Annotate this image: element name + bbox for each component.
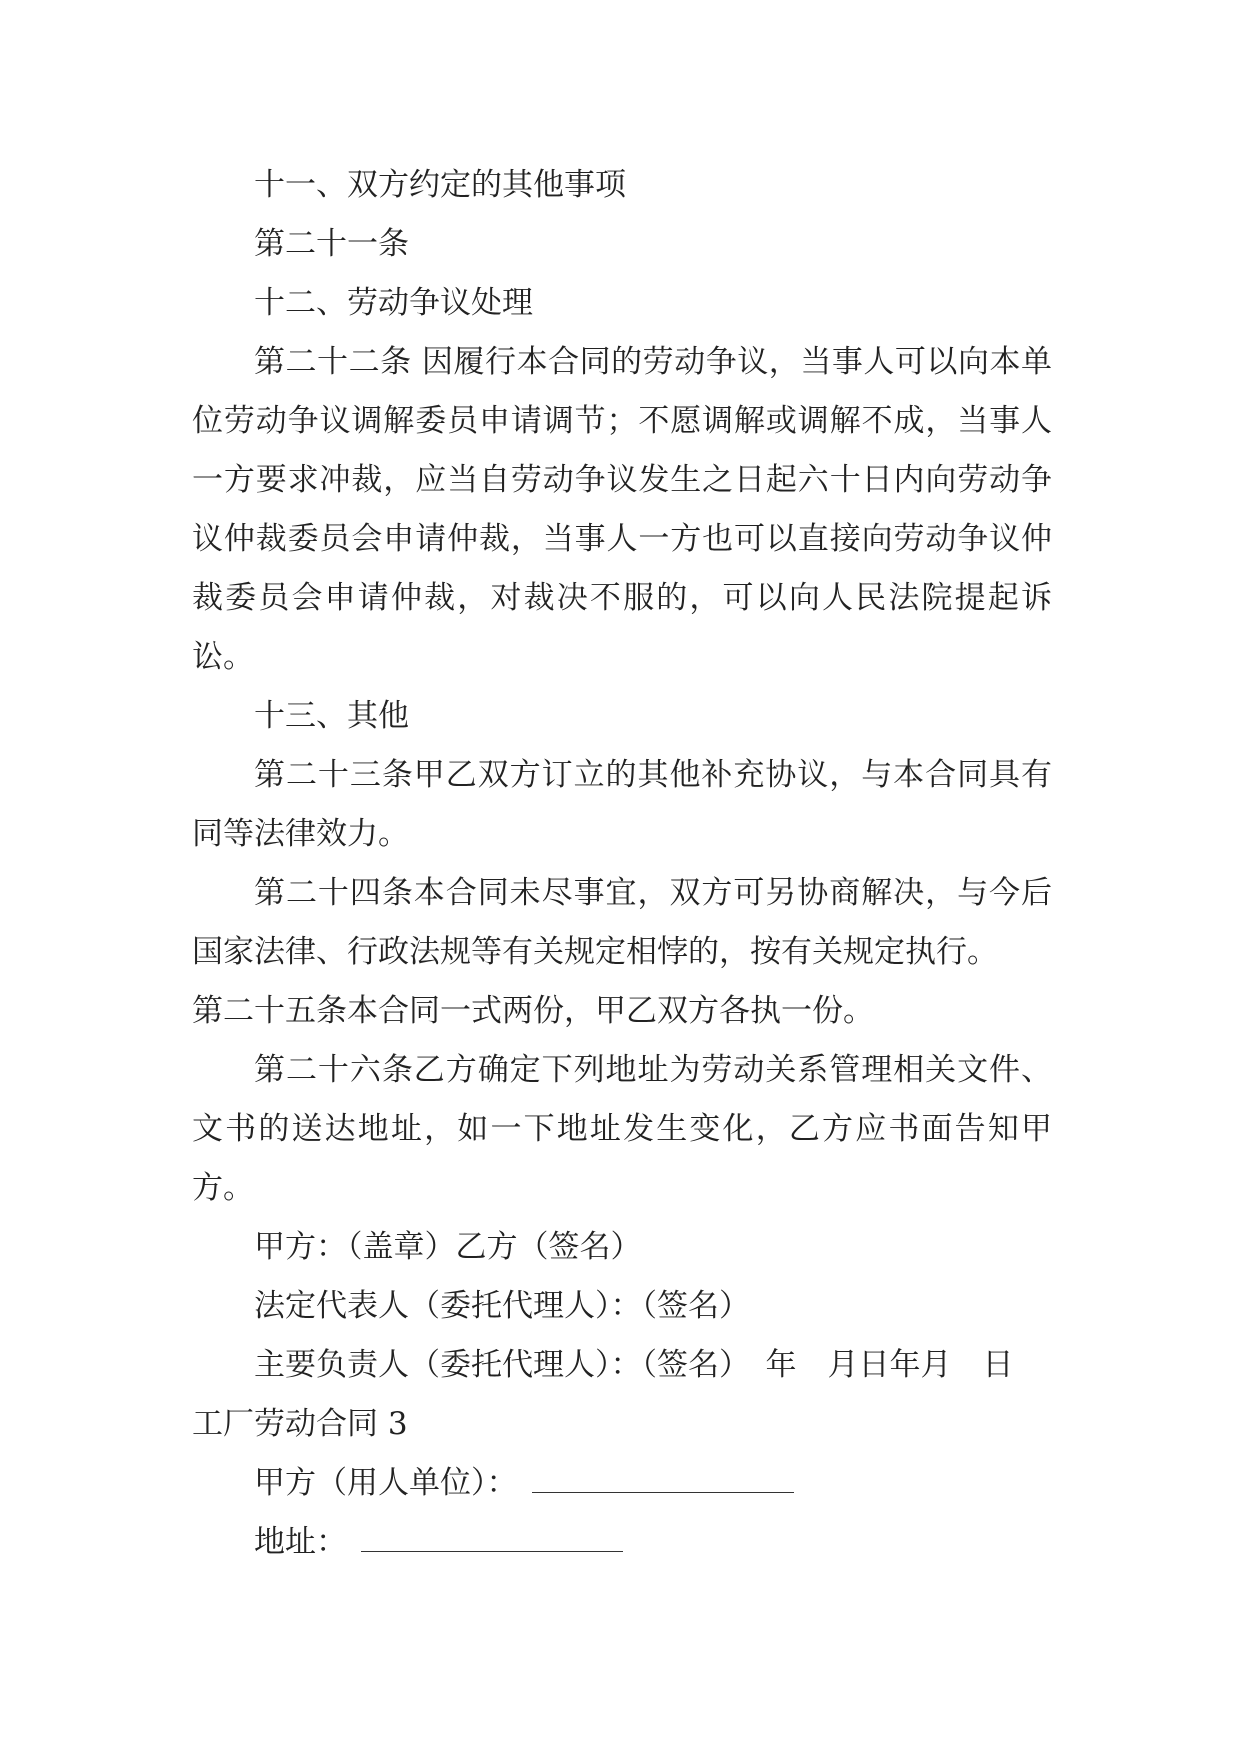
document-body xyxy=(192,156,1052,1572)
article-23: 第二十三条甲乙双方订立的其他补充协议，与本合同具有同等法律效力。 xyxy=(192,757,1052,852)
employer-field xyxy=(192,1454,1052,1513)
article-21: 第二十一条 xyxy=(254,226,409,262)
address-field xyxy=(192,1513,1052,1572)
employer-blank-line xyxy=(532,1486,794,1493)
article-25: 第二十五条本合同一式两份，甲乙双方各执一份。 xyxy=(192,993,874,1029)
address-field-label: 地址： xyxy=(254,1524,347,1560)
article-22: 第二十二条 因履行本合同的劳动争议，当事人可以向本单位劳动争议调解委员申请调节；不愿调解或调解不成，当事人一方要求冲裁，应当自劳动争议发生之日起六十日内向劳动争议仲裁委员会申请仲裁，当事人一方也可以直接向劳动争议仲裁委员会申请仲裁，对裁决不服的，可以向人民法院提起诉讼。 xyxy=(192,344,1052,675)
address-blank-line xyxy=(361,1545,623,1552)
signature-parties: 甲方：（盖章）乙方（签名） xyxy=(254,1229,642,1265)
section-heading-11: 十一、双方约定的其他事项 xyxy=(254,167,626,203)
signature-principal-and-date: 主要负责人（委托代理人）：（签名） 年 月日年月 日 xyxy=(254,1347,1014,1383)
section-heading-13: 十三、其他 xyxy=(254,698,409,734)
article-26: 第二十六条乙方确定下列地址为劳动关系管理相关文件、文书的送达地址，如一下地址发生变化，乙方应书面告知甲方。 xyxy=(192,1052,1052,1206)
signature-legal-representative: 法定代表人（委托代理人）：（签名） xyxy=(254,1288,750,1324)
contract-title: 工厂劳动合同 3 xyxy=(192,1406,408,1442)
article-24: 第二十四条本合同未尽事宜，双方可另协商解决，与今后国家法律、行政法规等有关规定相悖的，按有关规定执行。 xyxy=(192,875,1052,970)
section-heading-12: 十二、劳动争议处理 xyxy=(254,285,533,321)
employer-field-label: 甲方（用人单位）： xyxy=(254,1465,518,1501)
